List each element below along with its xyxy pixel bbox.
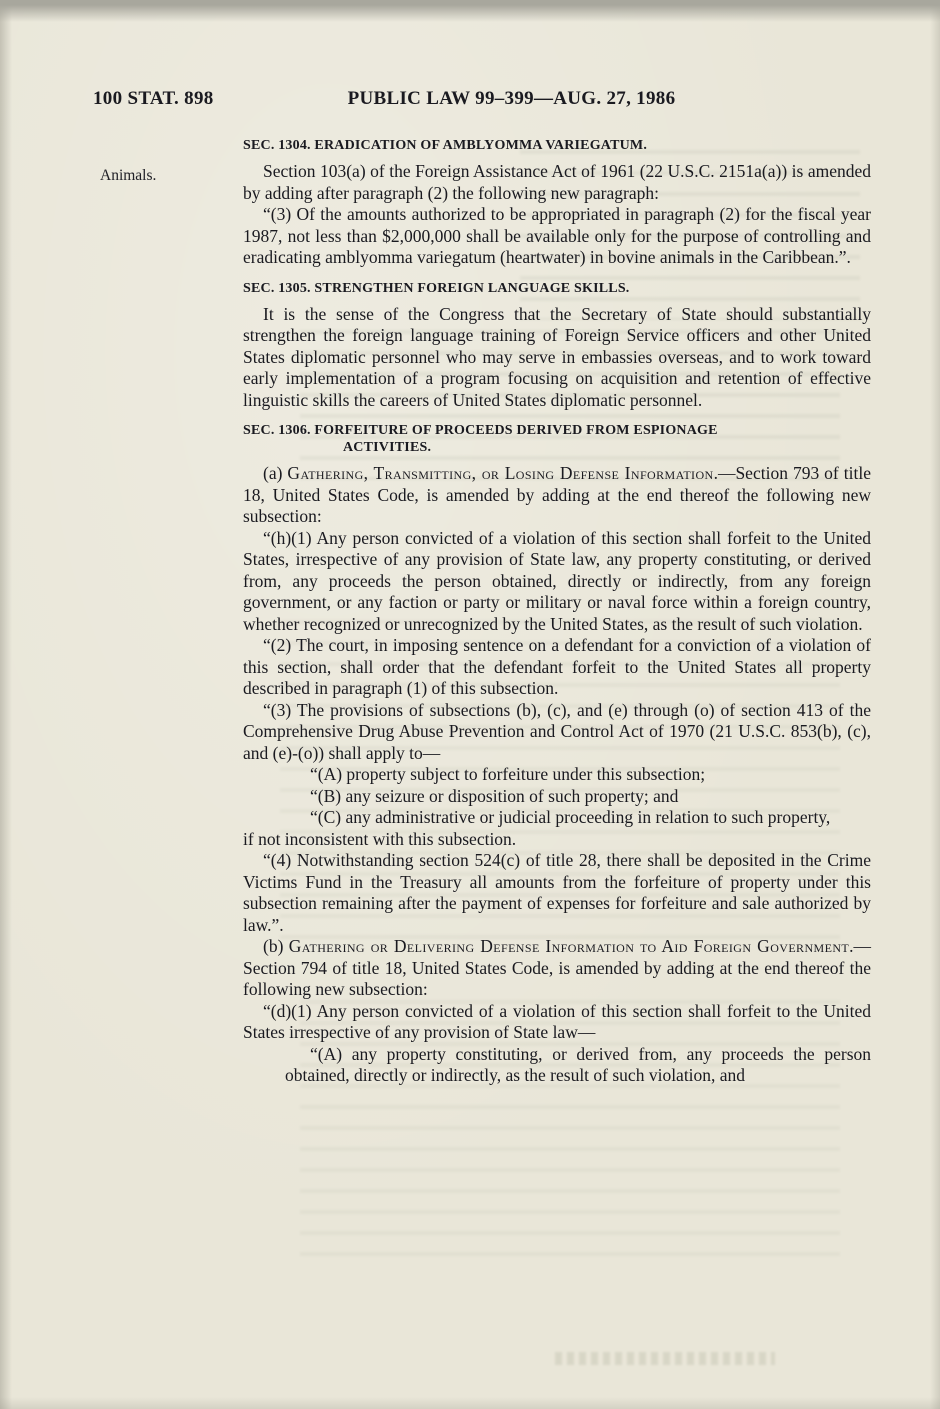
margin-note-animals: Animals.: [100, 167, 157, 184]
public-law-title: PUBLIC LAW 99–399—AUG. 27, 1986: [347, 88, 676, 109]
paragraph-text: “(B) any seizure or disposition of such property; and: [310, 785, 679, 806]
body-paragraph: [243, 528, 871, 636]
body-paragraph: [243, 936, 871, 1001]
paragraph-text: “(h)(1) Any person convicted of a violation of this section shall forfeit to the United States, irrespective of any provision of State law, any property constituting, or derived from, any proceeds the person obtained, directly or indirectly, from any foreign government, or any faction or party or military or naval force within a foreign country, whether recognized or unrecognized by the United States, as the result of such violation.: [243, 527, 871, 634]
body-paragraph: [243, 204, 871, 269]
paragraph-text: .—Section 794 of title 18, United States Code, is amended by adding at the end thereof the following new subsection:: [243, 936, 872, 999]
body-paragraph: [243, 463, 871, 528]
paragraph-text: (b): [263, 936, 289, 956]
body-paragraph: [243, 635, 871, 700]
body-paragraph: [243, 1001, 871, 1044]
smallcaps-text: Gathering or Delivering Defense Information to Aid Foreign Government: [288, 936, 850, 956]
body-paragraph: [285, 807, 871, 829]
section-heading-line: SEC. 1304. ERADICATION OF AMBLYOMMA VARIEGATUM.: [243, 138, 648, 153]
page-header: [93, 88, 870, 114]
smallcaps-text: Gathering, Transmitting, or Losing Defense Information: [287, 463, 714, 483]
body-paragraph: [243, 304, 871, 412]
body-paragraph: [243, 829, 871, 851]
section-heading: [243, 137, 871, 154]
section-heading: [243, 280, 871, 297]
section-heading-line: ACTIVITIES.: [343, 440, 432, 455]
stat-page-number: 100 STAT. 898: [93, 88, 214, 109]
paragraph-text: .—Section 793 of title 18, United States Code, is amended by adding at the end thereof the following new subsection:: [243, 463, 871, 526]
body-paragraph: [243, 161, 871, 204]
body-paragraph: [243, 700, 871, 765]
paragraph-text: if not inconsistent with this subsection.: [243, 828, 517, 849]
body-paragraph: [285, 1044, 871, 1087]
paragraph-text: “(3) The provisions of subsections (b), (c), and (e) through (o) of section 413 of the Comprehensive Drug Abuse Prevention and Control Act of 1970 (21 U.S.C. 853(b), (c), and (e)-(o)) shall apply to—: [243, 699, 871, 763]
paragraph-text: “(C) any administrative or judicial proceeding in relation to such property,: [310, 807, 831, 827]
document-body: [243, 137, 871, 1087]
body-paragraph: [285, 786, 871, 808]
paragraph-text: “(2) The court, in imposing sentence on a defendant for a conviction of a violation of this section, shall order that the defendant forfeit to the United States all property described in paragraph (1) of this subsection.: [243, 635, 871, 698]
body-paragraph: [243, 850, 871, 936]
body-paragraph: [285, 764, 871, 786]
section-heading: [243, 422, 871, 456]
print-artifact: [555, 1352, 775, 1365]
section-heading-line: SEC. 1305. STRENGTHEN FOREIGN LANGUAGE SKILLS.: [243, 280, 630, 296]
paragraph-text: “(A) any property constituting, or derived from, any proceeds the person obtained, directly or indirectly, as the result of such violation, and: [285, 1043, 871, 1085]
paragraph-text: It is the sense of the Congress that the Secretary of State should substantially strengthen the foreign language training of Foreign Service officers and other United States diplomatic personnel who may serve in embassies overseas, and to work toward early implementation of a program focusing on acquisition and retention of effective linguistic skills the careers of United States diplomatic personnel.: [243, 303, 871, 410]
section-heading-line: SEC. 1306. FORFEITURE OF PROCEEDS DERIVED FROM ESPIONAGE: [243, 423, 718, 438]
paragraph-text: “(4) Notwithstanding section 524(c) of title 28, there shall be deposited in the Crime Victims Fund in the Treasury all amounts from the forfeiture of property under this subsection remaining after the payment of expenses for forfeiture and sale authorized by law.”.: [243, 850, 871, 935]
paragraph-text: “(A) property subject to forfeiture under this subsection;: [310, 764, 706, 784]
paragraph-text: “(d)(1) Any person convicted of a violation of this section shall forfeit to the United States irrespective of any provision of State law—: [243, 1000, 871, 1042]
paragraph-text: (a): [263, 463, 288, 483]
paragraph-text: Section 103(a) of the Foreign Assistance Act of 1961 (22 U.S.C. 2151a(a)) is amended by adding after paragraph (2) the following new paragraph:: [243, 161, 871, 203]
paragraph-text: “(3) Of the amounts authorized to be appropriated in paragraph (2) for the fiscal year 1987, not less than $2,000,000 shall be available only for the purpose of controlling and eradicating amblyomma variegatum (heartwater) in bovine animals in the Caribbean.”.: [243, 204, 871, 267]
